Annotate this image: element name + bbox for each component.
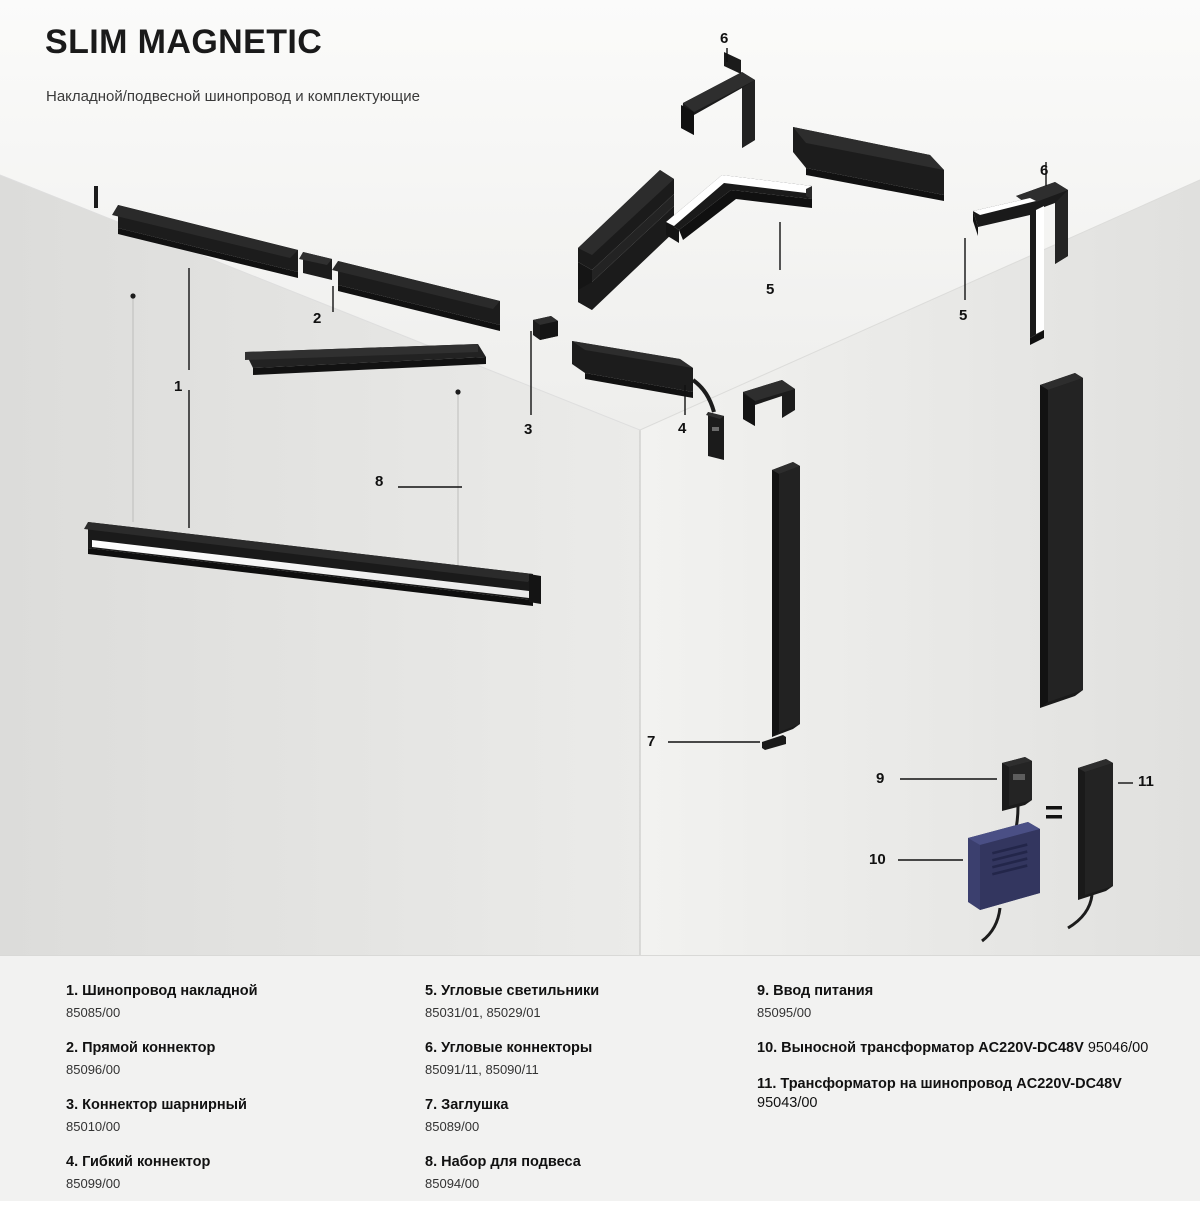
legend-item-9 <box>757 982 1157 1022</box>
legend-item-title: 5. Угловые светильники <box>425 983 600 999</box>
legend-item-11 <box>757 1075 1157 1113</box>
legend-item-5 <box>425 982 735 1022</box>
legend-item-code: 85095/00 <box>757 1005 812 1020</box>
legend-column-1 <box>66 982 396 1210</box>
product-hinge-connector-3 <box>533 316 558 340</box>
legend-item-title: 8. Набор для подвеса <box>425 1154 581 1170</box>
callout-6a: 6 <box>720 30 729 47</box>
callout-1: 1 <box>174 378 183 395</box>
legend-item-1 <box>66 982 396 1022</box>
legend-item-code: 85096/00 <box>66 1062 121 1077</box>
legend <box>0 955 1200 1201</box>
legend-item-title: 7. Заглушка <box>425 1097 509 1113</box>
legend-item-code: 85085/00 <box>66 1005 121 1020</box>
legend-item-2 <box>66 1039 396 1079</box>
legend-item-code: 95046/00 <box>1087 1040 1149 1056</box>
legend-column-3 <box>757 982 1157 1130</box>
legend-item-3 <box>66 1096 396 1136</box>
legend-item-4 <box>66 1153 396 1193</box>
legend-item-title: 1. Шинопровод накладной <box>66 983 258 999</box>
legend-item-title: 3. Коннектор шарнирный <box>66 1097 247 1113</box>
callout-3: 3 <box>524 421 533 438</box>
legend-item-code: 95043/00 <box>757 1095 818 1111</box>
callout-10: 10 <box>869 851 886 868</box>
ceiling-bracket-left <box>94 186 98 208</box>
product-vertical-track-right <box>1040 373 1083 708</box>
callout-5a: 5 <box>766 281 775 298</box>
legend-item-title: 9. Ввод питания <box>757 983 874 999</box>
legend-item-code: 85089/00 <box>425 1119 480 1134</box>
legend-item-title: 2. Прямой коннектор <box>66 1040 216 1056</box>
legend-item-code: 85031/01, 85029/01 <box>425 1005 541 1020</box>
legend-column-2 <box>425 982 735 1210</box>
callout-5b: 5 <box>959 307 968 324</box>
legend-item-6 <box>425 1039 735 1079</box>
callout-7: 7 <box>647 733 656 750</box>
page-title: SLIM MAGNETIC <box>45 23 323 61</box>
legend-item-title: 6. Угловые коннекторы <box>425 1040 593 1056</box>
legend-item-code: 85010/00 <box>66 1119 121 1134</box>
callout-2: 2 <box>313 310 322 327</box>
page-subtitle: Накладной/подвесной шинопровод и комплектующие <box>46 88 420 105</box>
callout-6b: 6 <box>1040 162 1049 179</box>
legend-item-10 <box>757 1039 1157 1058</box>
legend-item-code: 85099/00 <box>66 1176 121 1191</box>
legend-item-title: 10. Выносной трансформатор AC220V-DC48V <box>757 1040 1084 1056</box>
callout-8: 8 <box>375 473 384 490</box>
legend-item-8 <box>425 1153 735 1193</box>
legend-item-7 <box>425 1096 735 1136</box>
callout-4: 4 <box>678 420 687 437</box>
legend-item-title: 4. Гибкий коннектор <box>66 1154 211 1170</box>
legend-item-title: 11. Трансформатор на шинопровод AC220V-DC48V <box>757 1076 1122 1092</box>
callout-9: 9 <box>876 770 885 787</box>
legend-item-code: 85091/11, 85090/11 <box>425 1062 539 1077</box>
callout-11: 11 <box>1138 773 1154 790</box>
legend-item-code: 85094/00 <box>425 1176 480 1191</box>
